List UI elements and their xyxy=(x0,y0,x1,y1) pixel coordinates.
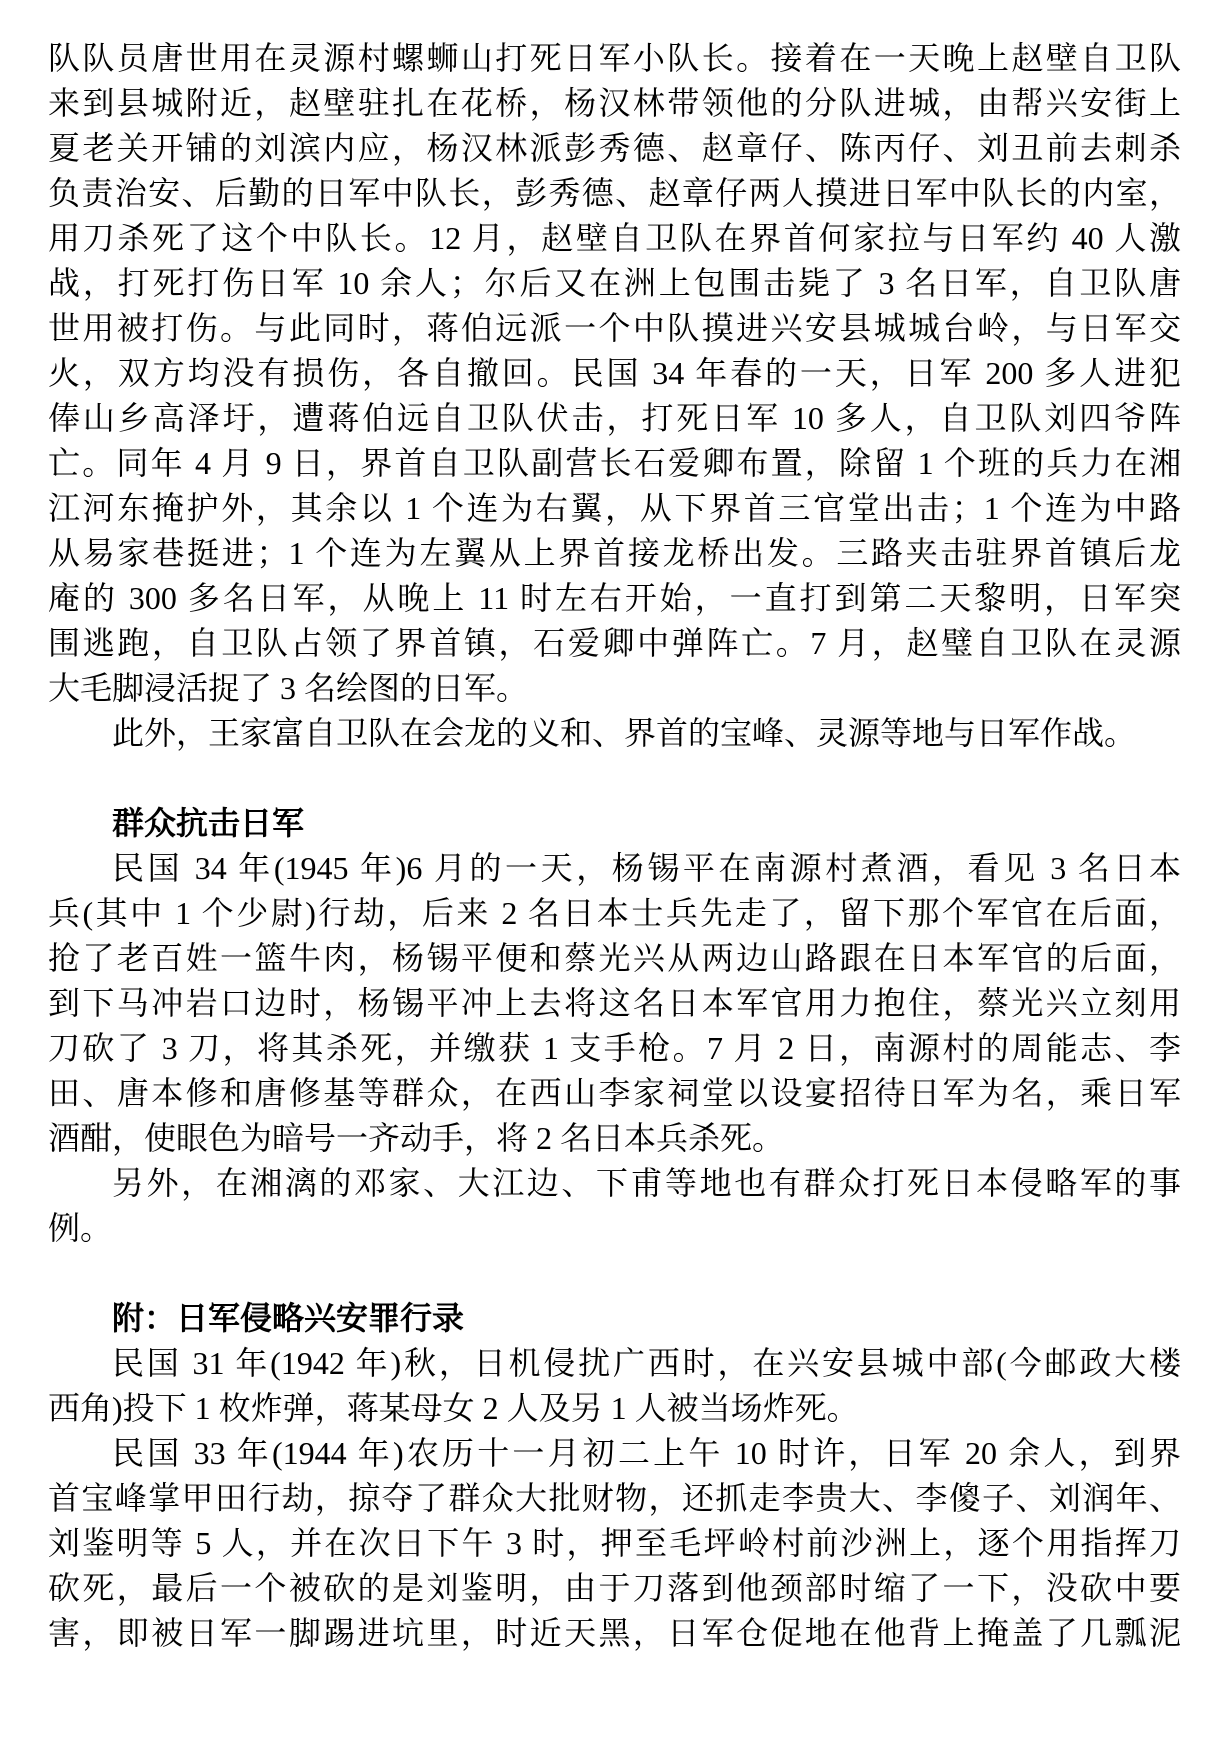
paragraph-self-defense-battles xyxy=(48,36,1181,711)
text-line: 西角)投下 1 枚炸弹，蒋某母女 2 人及另 1 人被当场炸死。 xyxy=(48,1390,859,1426)
text-line: 抢了老百姓一篮牛肉，杨锡平便和蔡光兴从两边山路跟在日本军官的后面， xyxy=(48,940,1181,976)
text-line: 砍死，最后一个被砍的是刘鉴明，由于刀落到他颈部时缩了一下，没砍中要 xyxy=(48,1570,1181,1606)
text-line: 火，双方均没有损伤，各自撤回。民国 34 年春的一天，日军 200 多人进犯 xyxy=(48,355,1181,391)
section-heading-crimes-appendix: 附：日军侵略兴安罪行录 xyxy=(112,1300,465,1336)
paragraph-1944-atrocity xyxy=(48,1431,1181,1656)
paragraph-wangjiafu xyxy=(48,711,1181,756)
text-line: 另外，在湘漓的邓家、大江边、下甫等地也有群众打死日本侵略军的事 xyxy=(112,1165,1181,1201)
text-line: 首宝峰掌甲田行劫，掠夺了群众大批财物，还抓走李贵大、李傻子、刘润年、 xyxy=(48,1480,1181,1516)
text-line: 世用被打伤。与此同时，蒋伯远派一个中队摸进兴安县城城台岭，与日军交 xyxy=(48,310,1181,346)
text-line: 俸山乡高泽圩，遭蒋伯远自卫队伏击，打死日军 10 多人，自卫队刘四爷阵 xyxy=(48,400,1181,436)
blank-line xyxy=(48,1251,1181,1296)
text-line: 围逃跑，自卫队占领了界首镇，石爱卿中弹阵亡。7 月，赵璧自卫队在灵源 xyxy=(48,625,1181,661)
text-line: 大毛脚浸活捉了 3 名绘图的日军。 xyxy=(48,670,529,706)
paragraph-masses-resist xyxy=(48,846,1181,1161)
text-line: 战，打死打伤日军 10 余人；尔后又在洲上包围击毙了 3 名日军，自卫队唐 xyxy=(48,265,1181,301)
text-line: 负责治安、后勤的日军中队长，彭秀德、赵章仔两人摸进日军中队长的内室， xyxy=(48,175,1181,211)
text-line: 害，即被日军一脚踢进坑里，时近天黑，日军仓促地在他背上掩盖了几瓢泥 xyxy=(48,1615,1181,1651)
text-line: 队队员唐世用在灵源村螺蛳山打死日军小队长。接着在一天晚上赵壁自卫队 xyxy=(48,40,1181,76)
section-heading-masses-resist: 群众抗击日军 xyxy=(112,805,305,841)
text-line: 从易家巷挺进；1 个连为左翼从上界首接龙桥出发。三路夹击驻界首镇后龙 xyxy=(48,535,1181,571)
text-line: 用刀杀死了这个中队长。12 月，赵壁自卫队在界首何家拉与日军约 40 人激 xyxy=(48,220,1181,256)
text-line: 田、唐本修和唐修基等群众，在西山李家祠堂以设宴招待日军为名，乘日军 xyxy=(48,1075,1181,1111)
text-line: 刀砍了 3 刀，将其杀死，并缴获 1 支手枪。7 月 2 日，南源村的周能志、李 xyxy=(48,1030,1181,1066)
text-line: 例。 xyxy=(48,1210,113,1246)
text-line: 到下马冲岩口边时，杨锡平冲上去将这名日本军官用力抱住，蔡光兴立刻用 xyxy=(48,985,1181,1021)
paragraph-1942-bombing xyxy=(48,1341,1181,1431)
text-line: 亡。同年 4 月 9 日，界首自卫队副营长石爱卿布置，除留 1 个班的兵力在湘 xyxy=(48,445,1181,481)
text-line: 庵的 300 多名日军，从晚上 11 时左右开始，一直打到第二天黎明，日军突 xyxy=(48,580,1181,616)
blank-line xyxy=(48,756,1181,801)
text-line: 夏老关开铺的刘滨内应，杨汉林派彭秀德、赵章仔、陈丙仔、刘丑前去刺杀 xyxy=(48,130,1181,166)
text-line: 江河东掩护外，其余以 1 个连为右翼，从下界首三官堂出击；1 个连为中路 xyxy=(48,490,1181,526)
text-line: 兵(其中 1 个少尉)行劫，后来 2 名日本士兵先走了，留下那个军官在后面， xyxy=(48,895,1181,931)
text-line: 酒酣，使眼色为暗号一齐动手，将 2 名日本兵杀死。 xyxy=(48,1120,785,1156)
text-line: 民国 31 年(1942 年)秋，日机侵扰广西时，在兴安县城中部(今邮政大楼 xyxy=(112,1345,1181,1381)
paragraph-other-incidents xyxy=(48,1161,1181,1251)
text-line: 刘鉴明等 5 人，并在次日下午 3 时，押至毛坪岭村前沙洲上，逐个用指挥刀 xyxy=(48,1525,1181,1561)
text-line: 民国 34 年(1945 年)6 月的一天，杨锡平在南源村煮酒，看见 3 名日本 xyxy=(112,850,1181,886)
text-line: 此外，王家富自卫队在会龙的义和、界首的宝峰、灵源等地与日军作战。 xyxy=(112,715,1137,751)
text-line: 来到县城附近，赵壁驻扎在花桥，杨汉林带领他的分队进城，由帮兴安街上 xyxy=(48,85,1181,121)
text-line: 民国 33 年(1944 年)农历十一月初二上午 10 时许，日军 20 余人，到界 xyxy=(112,1435,1181,1471)
